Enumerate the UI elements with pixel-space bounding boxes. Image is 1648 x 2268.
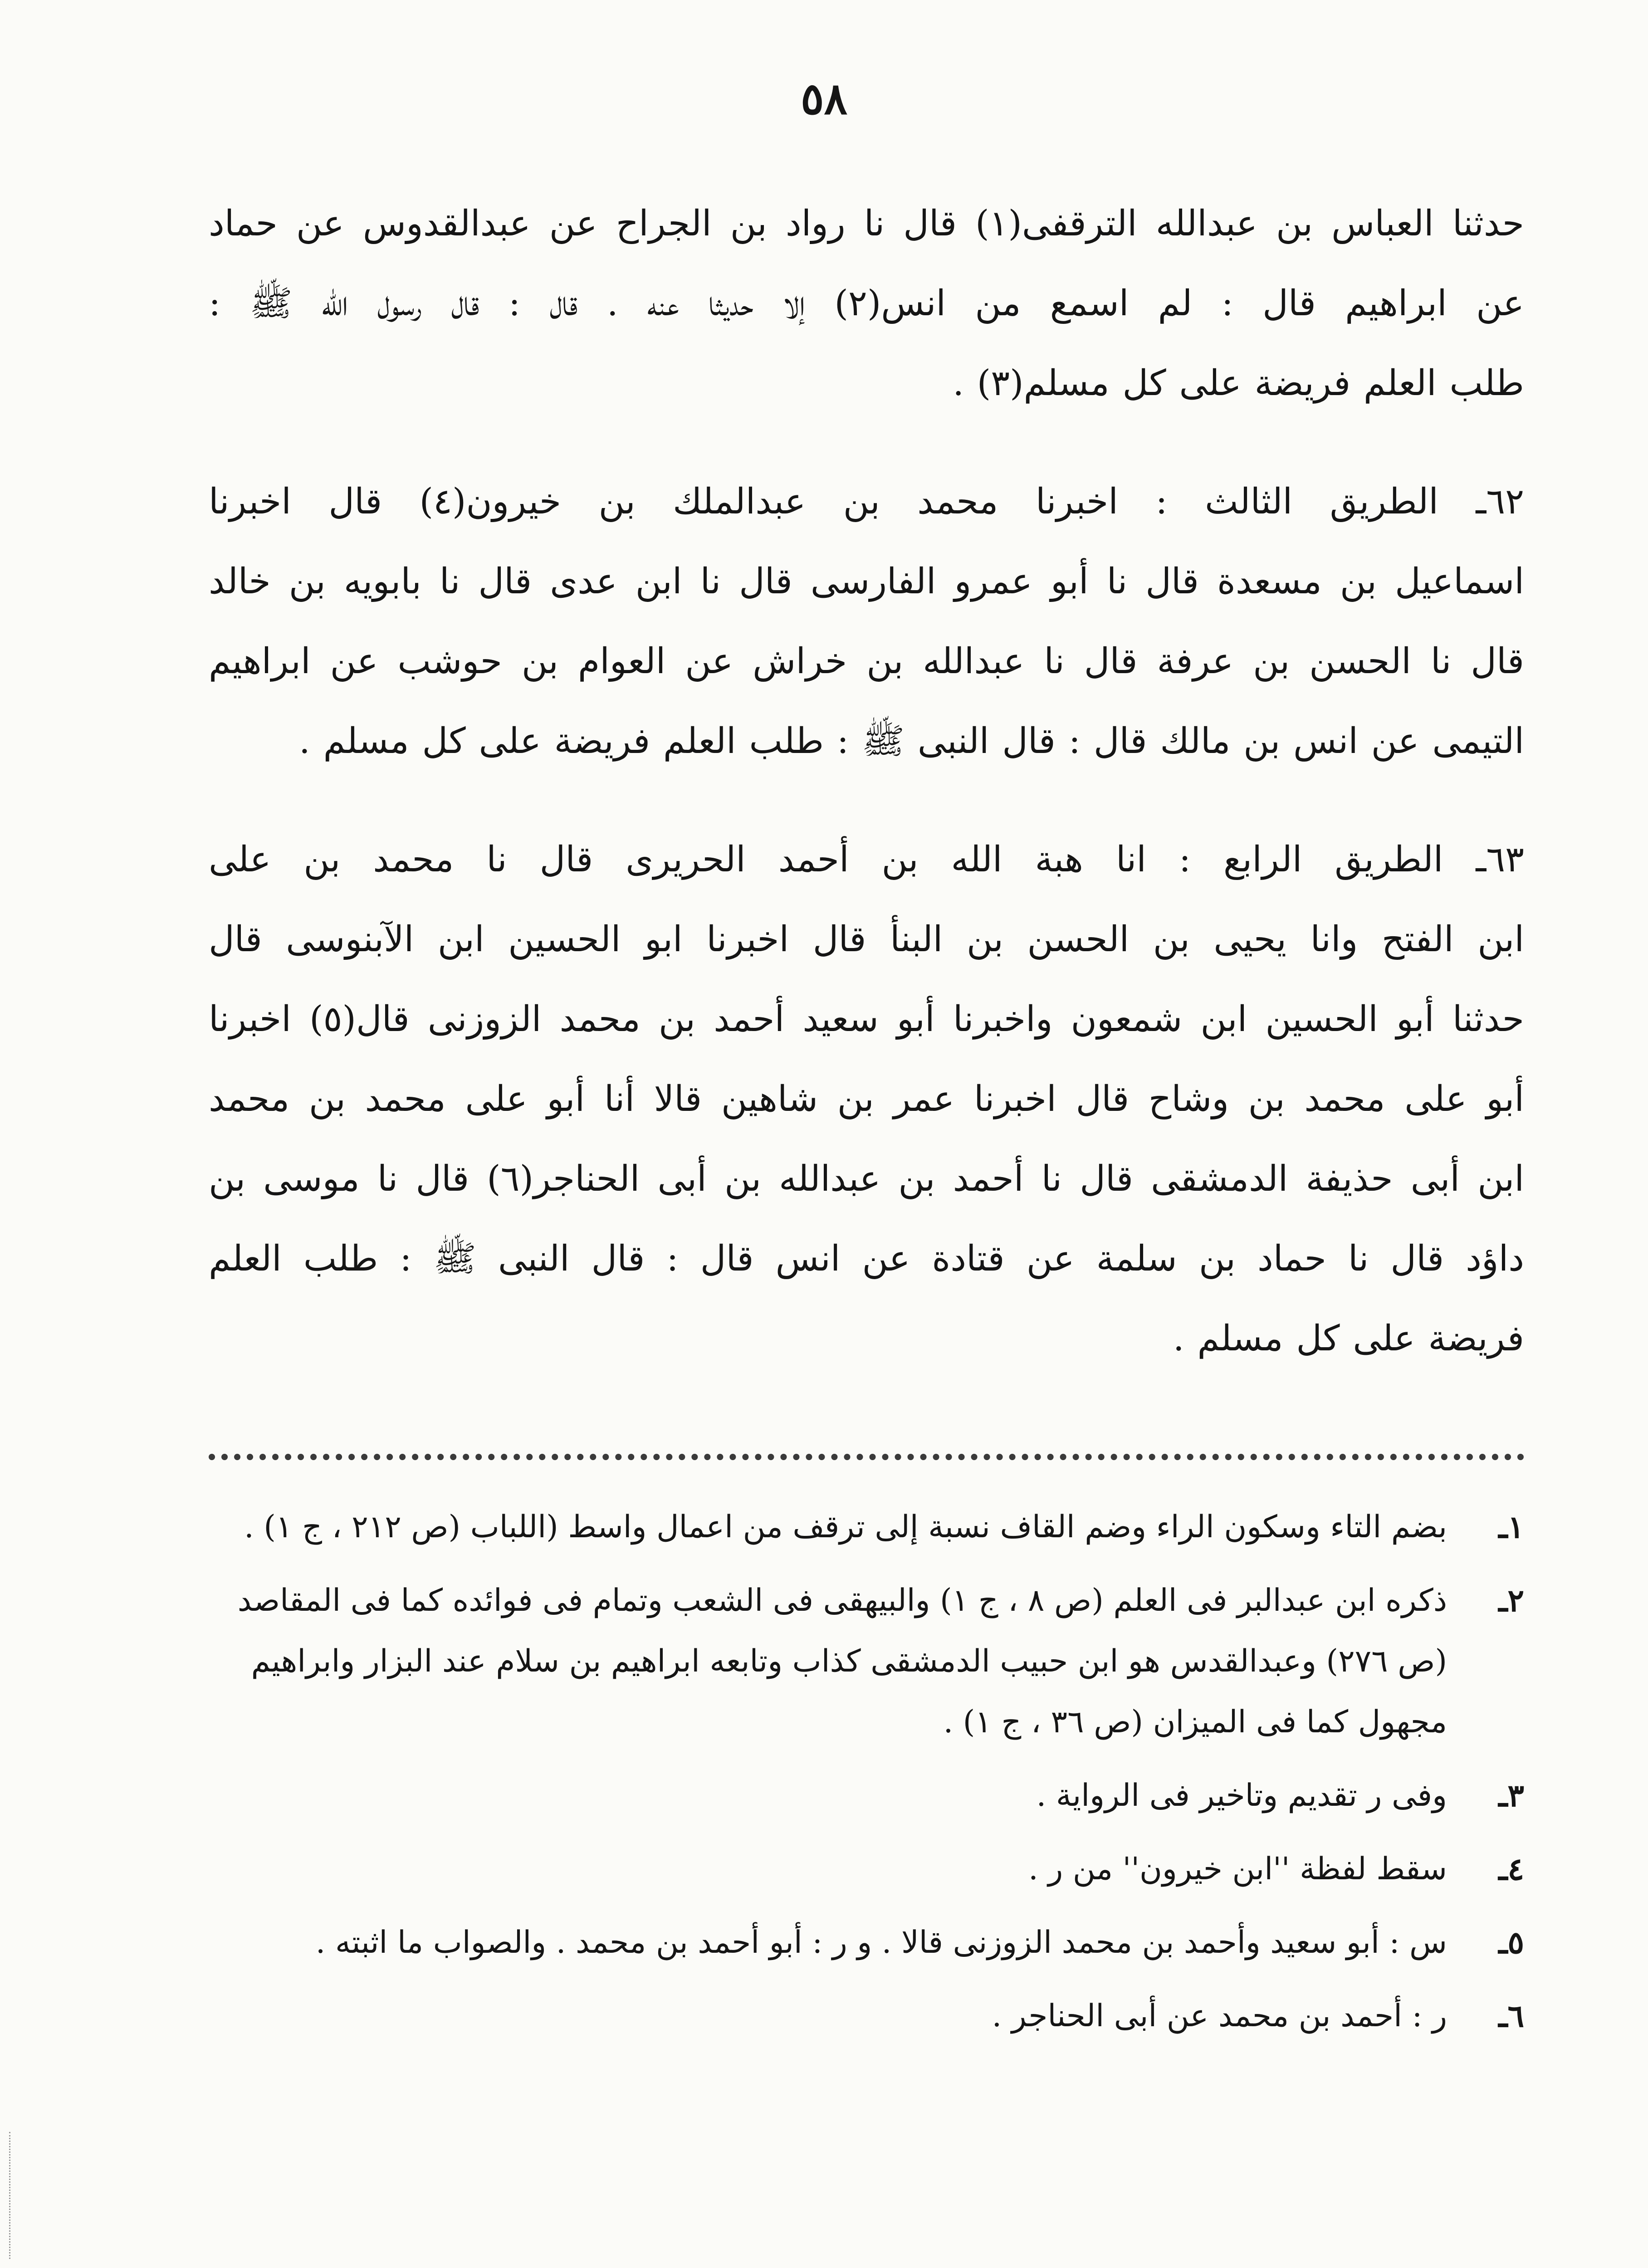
footnote-number: ٢ـ [1498,1583,1524,1619]
footnote-text: ذكره ابن عبدالبر فى العلم (ص ٨ ، ج ١) والبيهقى فى الشعب وتمام فى فوائده كما فى المقاصد (ص ٢٧٦) وعبدالقدس هو ابن حبيب الدمشقى كذاب وتابعه ابراهيم بن سلام عند البزار وابراهيم مجهول كما فى الميزان (ص ٣٦ ، ج ١) . [237,1583,1447,1740]
paragraph-gap [209,781,1524,820]
paragraph-hadith-63 [209,820,1524,1378]
paragraph-gap [209,423,1524,462]
main-text [209,184,1524,1378]
text-line: ابن الفتح وانا يحيى بن الحسن بن البنأ قال اخبرنا ابو الحسين ابن الآبنوسى قال [209,919,1524,960]
text-line: التيمى عن انس بن مالك قال : قال النبى ﷺ : طلب العلم فريضة على كل مسلم . [299,721,1524,762]
footnotes [209,1497,1524,2059]
text-line: اسماعيل بن مسعدة قال نا أبو عمرو الفارسى قال نا ابن عدى قال نا بابويه بن خالد [209,561,1524,602]
footnote-text: س : أبو سعيد وأحمد بن محمد الزوزنى قالا . و ر : أبو أحمد بن محمد . والصواب ما اثبته . [315,1925,1447,1960]
text-line: عن ابراهيم قال : لم اسمع من انس(٢) إلا حديثا عنه . قال : قال رسول الله ﷺ : [209,283,1524,324]
footnote-text: بضم التاء وسكون الراء وضم القاف نسبة إلى ترقف من اعمال واسط (اللباب (ص ٢١٢ ، ج ١) . [244,1509,1447,1545]
text-line: حدثنا أبو الحسين ابن شمعون واخبرنا أبو سعيد أحمد بن محمد الزوزنى قال(٥) اخبرنا [209,999,1524,1040]
text-line: ٦٢ـ الطريق الثالث : اخبرنا محمد بن عبدالملك بن خيرون(٤) قال اخبرنا [209,481,1524,522]
paragraph-hadith-62 [209,462,1524,781]
text-line: ٦٣ـ الطريق الرابع : انا هبة الله بن أحمد الحريرى قال نا محمد بن على [209,839,1524,880]
text-line: طلب العلم فريضة على كل مسلم(٣) . [953,363,1524,404]
footnote-text: سقط لفظة ''ابن خيرون'' من ر . [1028,1851,1447,1887]
footnote-6 [209,1986,1524,2047]
footnote-5 [209,1912,1524,1973]
footnote-divider [209,1454,1524,1460]
text-line: قال نا الحسن بن عرفة قال نا عبدالله بن خراش عن العوام بن حوشب عن ابراهيم [209,641,1524,682]
footnote-2 [209,1570,1524,1753]
text-line: حدثنا العباس بن عبدالله الترقفى(١) قال نا رواد بن الجراح عن عبدالقدوس عن حماد [209,203,1524,244]
text-line: داؤد قال نا حماد بن سلمة عن قتادة عن انس قال : قال النبى ﷺ : طلب العلم [209,1238,1524,1279]
footnote-number: ٥ـ [1498,1925,1524,1961]
paragraph-hadith-61-continuation [209,184,1524,423]
text-line: ابن أبى حذيفة الدمشقى قال نا أحمد بن عبدالله بن أبى الحناجر(٦) قال نا موسى بن [209,1158,1524,1199]
footnote-1 [209,1497,1524,1558]
footnote-number: ٣ـ [1498,1778,1524,1814]
footnote-number: ٤ـ [1498,1851,1524,1887]
footnote-number: ٦ـ [1498,1998,1524,2034]
text-line: أبو على محمد بن وشاح قال اخبرنا عمر بن شاهين قالا أنا أبو على محمد بن محمد [209,1079,1524,1119]
page-number: ٥٨ [800,73,848,124]
footnote-3 [209,1765,1524,1826]
footnote-number: ١ـ [1498,1509,1524,1545]
footnote-text: وفى ر تقديم وتاخير فى الرواية . [1036,1778,1447,1813]
footnote-text: ر : أحمد بن محمد عن أبى الحناجر . [992,1998,1447,2034]
footnote-4 [209,1839,1524,1900]
scan-edge-mark [9,2132,15,2259]
text-line: فريضة على كل مسلم . [1173,1318,1524,1359]
